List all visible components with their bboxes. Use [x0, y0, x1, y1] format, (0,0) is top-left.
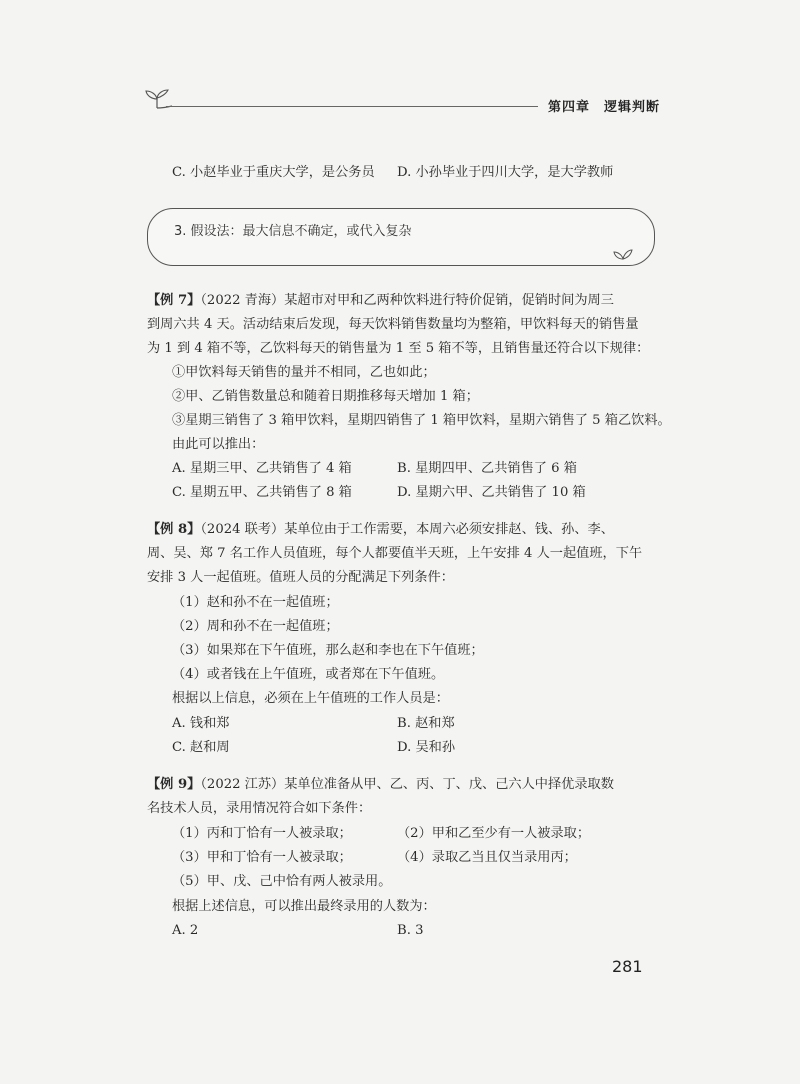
ex8-line-5: （3）如果郑在下午值班，那么赵和李也在下午值班； — [172, 643, 484, 658]
ex7-option-d: D. 星期六甲、乙共销售了 10 箱 — [397, 485, 586, 500]
tip-text: 3. 假设法：最大信息不确定，或代入复杂 — [174, 224, 412, 239]
chapter-number: 第四章 — [548, 100, 591, 115]
ex8-line-1: 周、吴、郑 7 名工作人员值班，每个人都要值半天班，上午安排 4 人一起值班，下午 — [147, 546, 643, 561]
ex8-line-4: （2）周和孙不在一起值班； — [172, 619, 339, 634]
ex9-line-6: （5）甲、戊、己中恰有两人被录用。 — [172, 874, 392, 889]
ex7-line-2: 为 1 到 4 箱不等，乙饮料每天的销售量为 1 至 5 箱不等，且销售量还符合以下规律： — [147, 341, 650, 356]
ex7-label: 【例 7】 — [147, 293, 201, 308]
ex7-option-a: A. 星期三甲、乙共销售了 4 箱 — [172, 461, 352, 476]
option-c-prev: C. 小赵毕业于重庆大学，是公务员 — [172, 165, 375, 180]
ex9-line-3: （2）甲和乙至少有一人被录取； — [397, 826, 591, 841]
ex8-option-d: D. 吴和孙 — [397, 740, 456, 755]
ex8-option-b: B. 赵和郑 — [397, 716, 455, 731]
page-number: 281 — [612, 957, 643, 976]
ex8-line-2: 安排 3 人一起值班。值班人员的分配满足下列条件： — [147, 570, 454, 585]
header-rule — [166, 106, 538, 107]
ex9-line-0: 【例 9】（2022 江苏）某单位准备从甲、乙、丙、丁、戊、己六人中择优录取数 — [147, 777, 614, 792]
ex7-line-1: 到周六共 4 天。活动结束后发现，每天饮料销售数量均为整箱，甲饮料每天的销售量 — [147, 317, 639, 332]
ex7-line-5: ③星期三销售了 3 箱甲饮料，星期四销售了 1 箱甲饮料，星期六销售了 5 箱乙饮料。 — [172, 413, 671, 428]
leaf-icon — [612, 247, 634, 261]
ex9-line-2: （1）丙和丁恰有一人被录取； — [172, 826, 352, 841]
ex8-label: 【例 8】 — [147, 522, 201, 537]
ex9-line-4: （3）甲和丁恰有一人被录取； — [172, 850, 352, 865]
ex9-label: 【例 9】 — [147, 777, 201, 792]
ex9-line-7: 根据上述信息，可以推出最终录用的人数为： — [172, 899, 436, 914]
ex8-line-6: （4）或者钱在上午值班，或者郑在下午值班。 — [172, 667, 445, 682]
ex9-option-b: B. 3 — [397, 923, 424, 938]
ex7-line-6: 由此可以推出： — [172, 437, 265, 452]
ex9-line-5: （4）录取乙当且仅当录用丙； — [397, 850, 577, 865]
ex8-line-3: （1）赵和孙不在一起值班； — [172, 595, 339, 610]
ex8-line-7: 根据以上信息，必须在上午值班的工作人员是： — [172, 691, 449, 706]
ex7-option-b: B. 星期四甲、乙共销售了 6 箱 — [397, 461, 577, 476]
ex7-line-4: ②甲、乙销售数量总和随着日期推移每天增加 1 箱； — [172, 389, 479, 404]
ex8-option-c: C. 赵和周 — [172, 740, 230, 755]
tip-box — [147, 208, 655, 266]
ex7-option-c: C. 星期五甲、乙共销售了 8 箱 — [172, 485, 352, 500]
ex9-option-a: A. 2 — [172, 923, 199, 938]
option-d-prev: D. 小孙毕业于四川大学，是大学教师 — [397, 165, 614, 180]
chapter-header — [548, 96, 660, 115]
ex8-option-a: A. 钱和郑 — [172, 716, 230, 731]
ex7-line-0: 【例 7】（2022 青海）某超市对甲和乙两种饮料进行特价促销，促销时间为周三 — [147, 293, 614, 308]
ex7-line-3: ①甲饮料每天销售的量并不相同，乙也如此； — [172, 365, 436, 380]
ex8-line-0: 【例 8】（2024 联考）某单位由于工作需要，本周六必须安排赵、钱、孙、李、 — [147, 522, 614, 537]
ex9-line-1: 名技术人员，录用情况符合如下条件： — [147, 801, 372, 816]
chapter-title: 逻辑判断 — [604, 100, 661, 115]
